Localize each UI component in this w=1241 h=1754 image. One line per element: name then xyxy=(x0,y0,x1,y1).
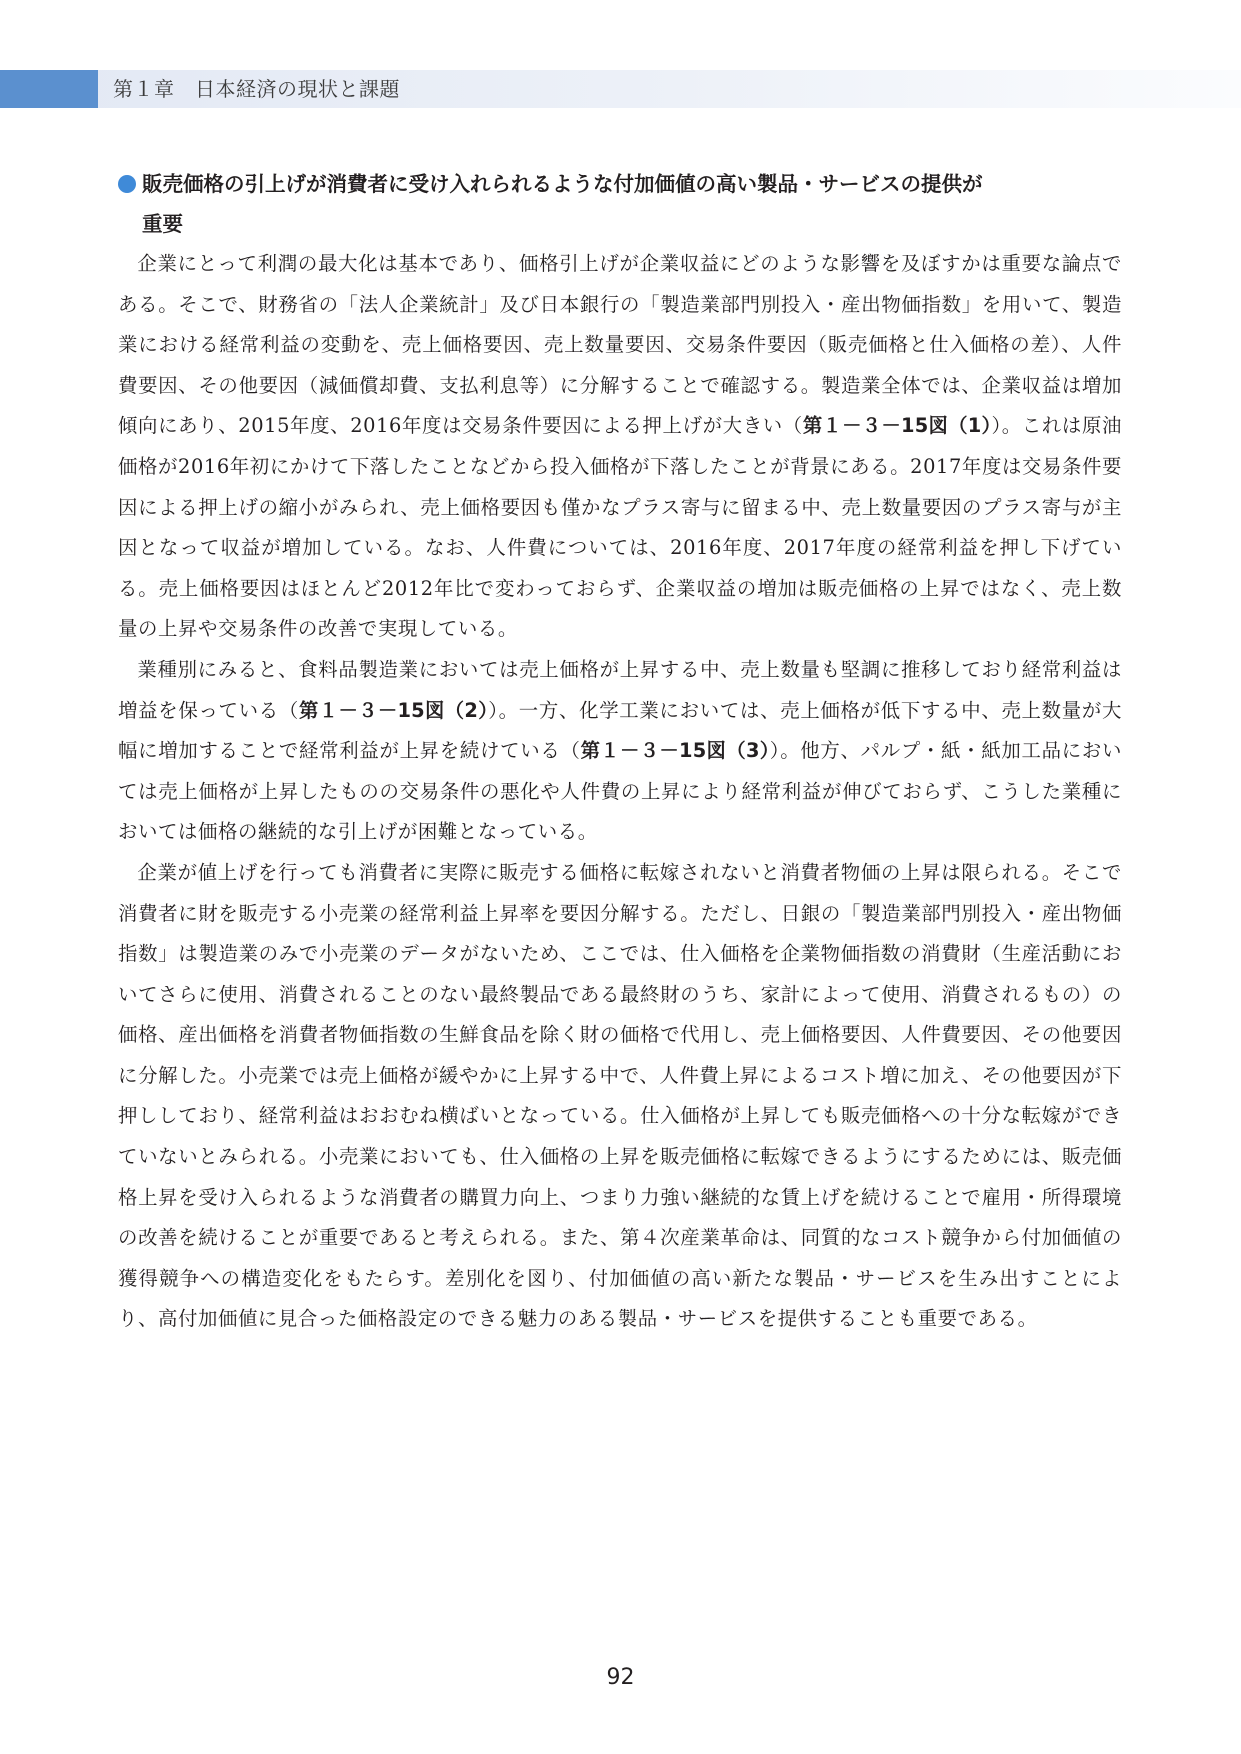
paragraph-text: 企業にとって利潤の最大化は基本であり、価格引上げが企業収益にどのような影響を及ぼすかは重要な論点である。そこで、財務省の「法人企業統計」及び日本銀行の「製造業部門別投入・産出物価指数」を用いて、製造業における経常利益の変動を、売上価格要因、売上数量要因、交易条件要因（販売価格と仕入価格の差）、人件費要因、その他要因（減価償却費、支払利息等）に分解することで確認する。製造業全体では、企業収益は増加傾向にあり、2015年度、2016年度は交易条件要因による押上げが大きい（ xyxy=(118,252,1122,438)
chapter-title: 第１章 日本経済の現状と課題 xyxy=(113,77,400,101)
paragraph-text: ）。これは原油価格が2016年初にかけて下落したことなどから投入価格が下落したことが背景にある。2017年度は交易条件要因による押上げの縮小がみられ、売上価格要因も僅かなプラス寄与に留まる中、売上数量要因のプラス寄与が主因となって収益が増加している。なお、人件費については、2016年度、2017年度の経常利益を押し下げている。売上価格要因はほとんど2012年比で変わっておらず、企業収益の増加は販売価格の上昇ではなく、売上数量の上昇や交易条件の改善で実現している。 xyxy=(118,414,1122,641)
chapter-header-accent xyxy=(0,70,98,108)
section-heading-line2: 重要 xyxy=(142,212,183,236)
page-body xyxy=(118,164,1122,1340)
paragraph-text: ）。一方、化学工業においては、売上価格が低下する中、売上数量が大幅に増加することで経常利益が上昇を続けている（ xyxy=(118,698,1122,763)
page-number: 92 xyxy=(606,1665,635,1690)
figure-reference: 第１－３－15図（1） xyxy=(802,414,992,438)
bullet-icon xyxy=(118,175,136,193)
figure-reference: 第１－３－15図（2） xyxy=(299,698,489,722)
paragraph-1 xyxy=(118,244,1122,650)
paragraph-3: 企業が値上げを行っても消費者に実際に販売する価格に転嫁されないと消費者物価の上昇は限られる。そこで消費者に財を販売する小売業の経常利益上昇率を要因分解する。ただし、日銀の「製造業部門別投入・産出物価指数」は製造業のみで小売業のデータがないため、ここでは、仕入価格を企業物価指数の消費財（生産活動においてさらに使用、消費されることのない最終製品である最終財のうち、家計によって使用、消費されるもの）の価格、産出価格を消費者物価指数の生鮮食品を除く財の価格で代用し、売上価格要因、人件費要因、その他要因に分解した。小売業では売上価格が緩やかに上昇する中で、人件費上昇によるコスト増に加え、その他要因が下押ししており、経常利益はおおむね横ばいとなっている。仕入価格が上昇しても販売価格への十分な転嫁ができていないとみられる。小売業においても、仕入価格の上昇を販売価格に転嫁できるようにするためには、販売価格上昇を受け入られるような消費者の購買力向上、つまり力強い継続的な賃上げを続けることで雇用・所得環境の改善を続けることが重要であると考えられる。また、第４次産業革命は、同質的なコスト競争から付加価値の獲得競争への構造変化をもたらす。差別化を図り、付加価値の高い新たな製品・サービスを生み出すことにより、高付加価値に見合った価格設定のできる魅力のある製品・サービスを提供することも重要である。 xyxy=(118,860,1122,1331)
figure-reference: 第１－３－15図（3） xyxy=(580,739,770,763)
paragraph-2 xyxy=(118,650,1122,853)
section-heading xyxy=(118,164,1122,244)
paragraph-text: 業種別にみると、食料品製造業においては売上価格が上昇する中、売上数量も堅調に推移しており経常利益は増益を保っている（ xyxy=(118,657,1122,722)
section-heading-line1: 販売価格の引上げが消費者に受け入れられるような付加価値の高い製品・サービスの提供が xyxy=(142,172,983,196)
paragraph-text: ）。他方、パルプ・紙・紙加工品においては売上価格が上昇したものの交易条件の悪化や人件費の上昇により経常利益が伸びておらず、こうした業種においては価格の継続的な引上げが困難となっている。 xyxy=(118,739,1122,844)
